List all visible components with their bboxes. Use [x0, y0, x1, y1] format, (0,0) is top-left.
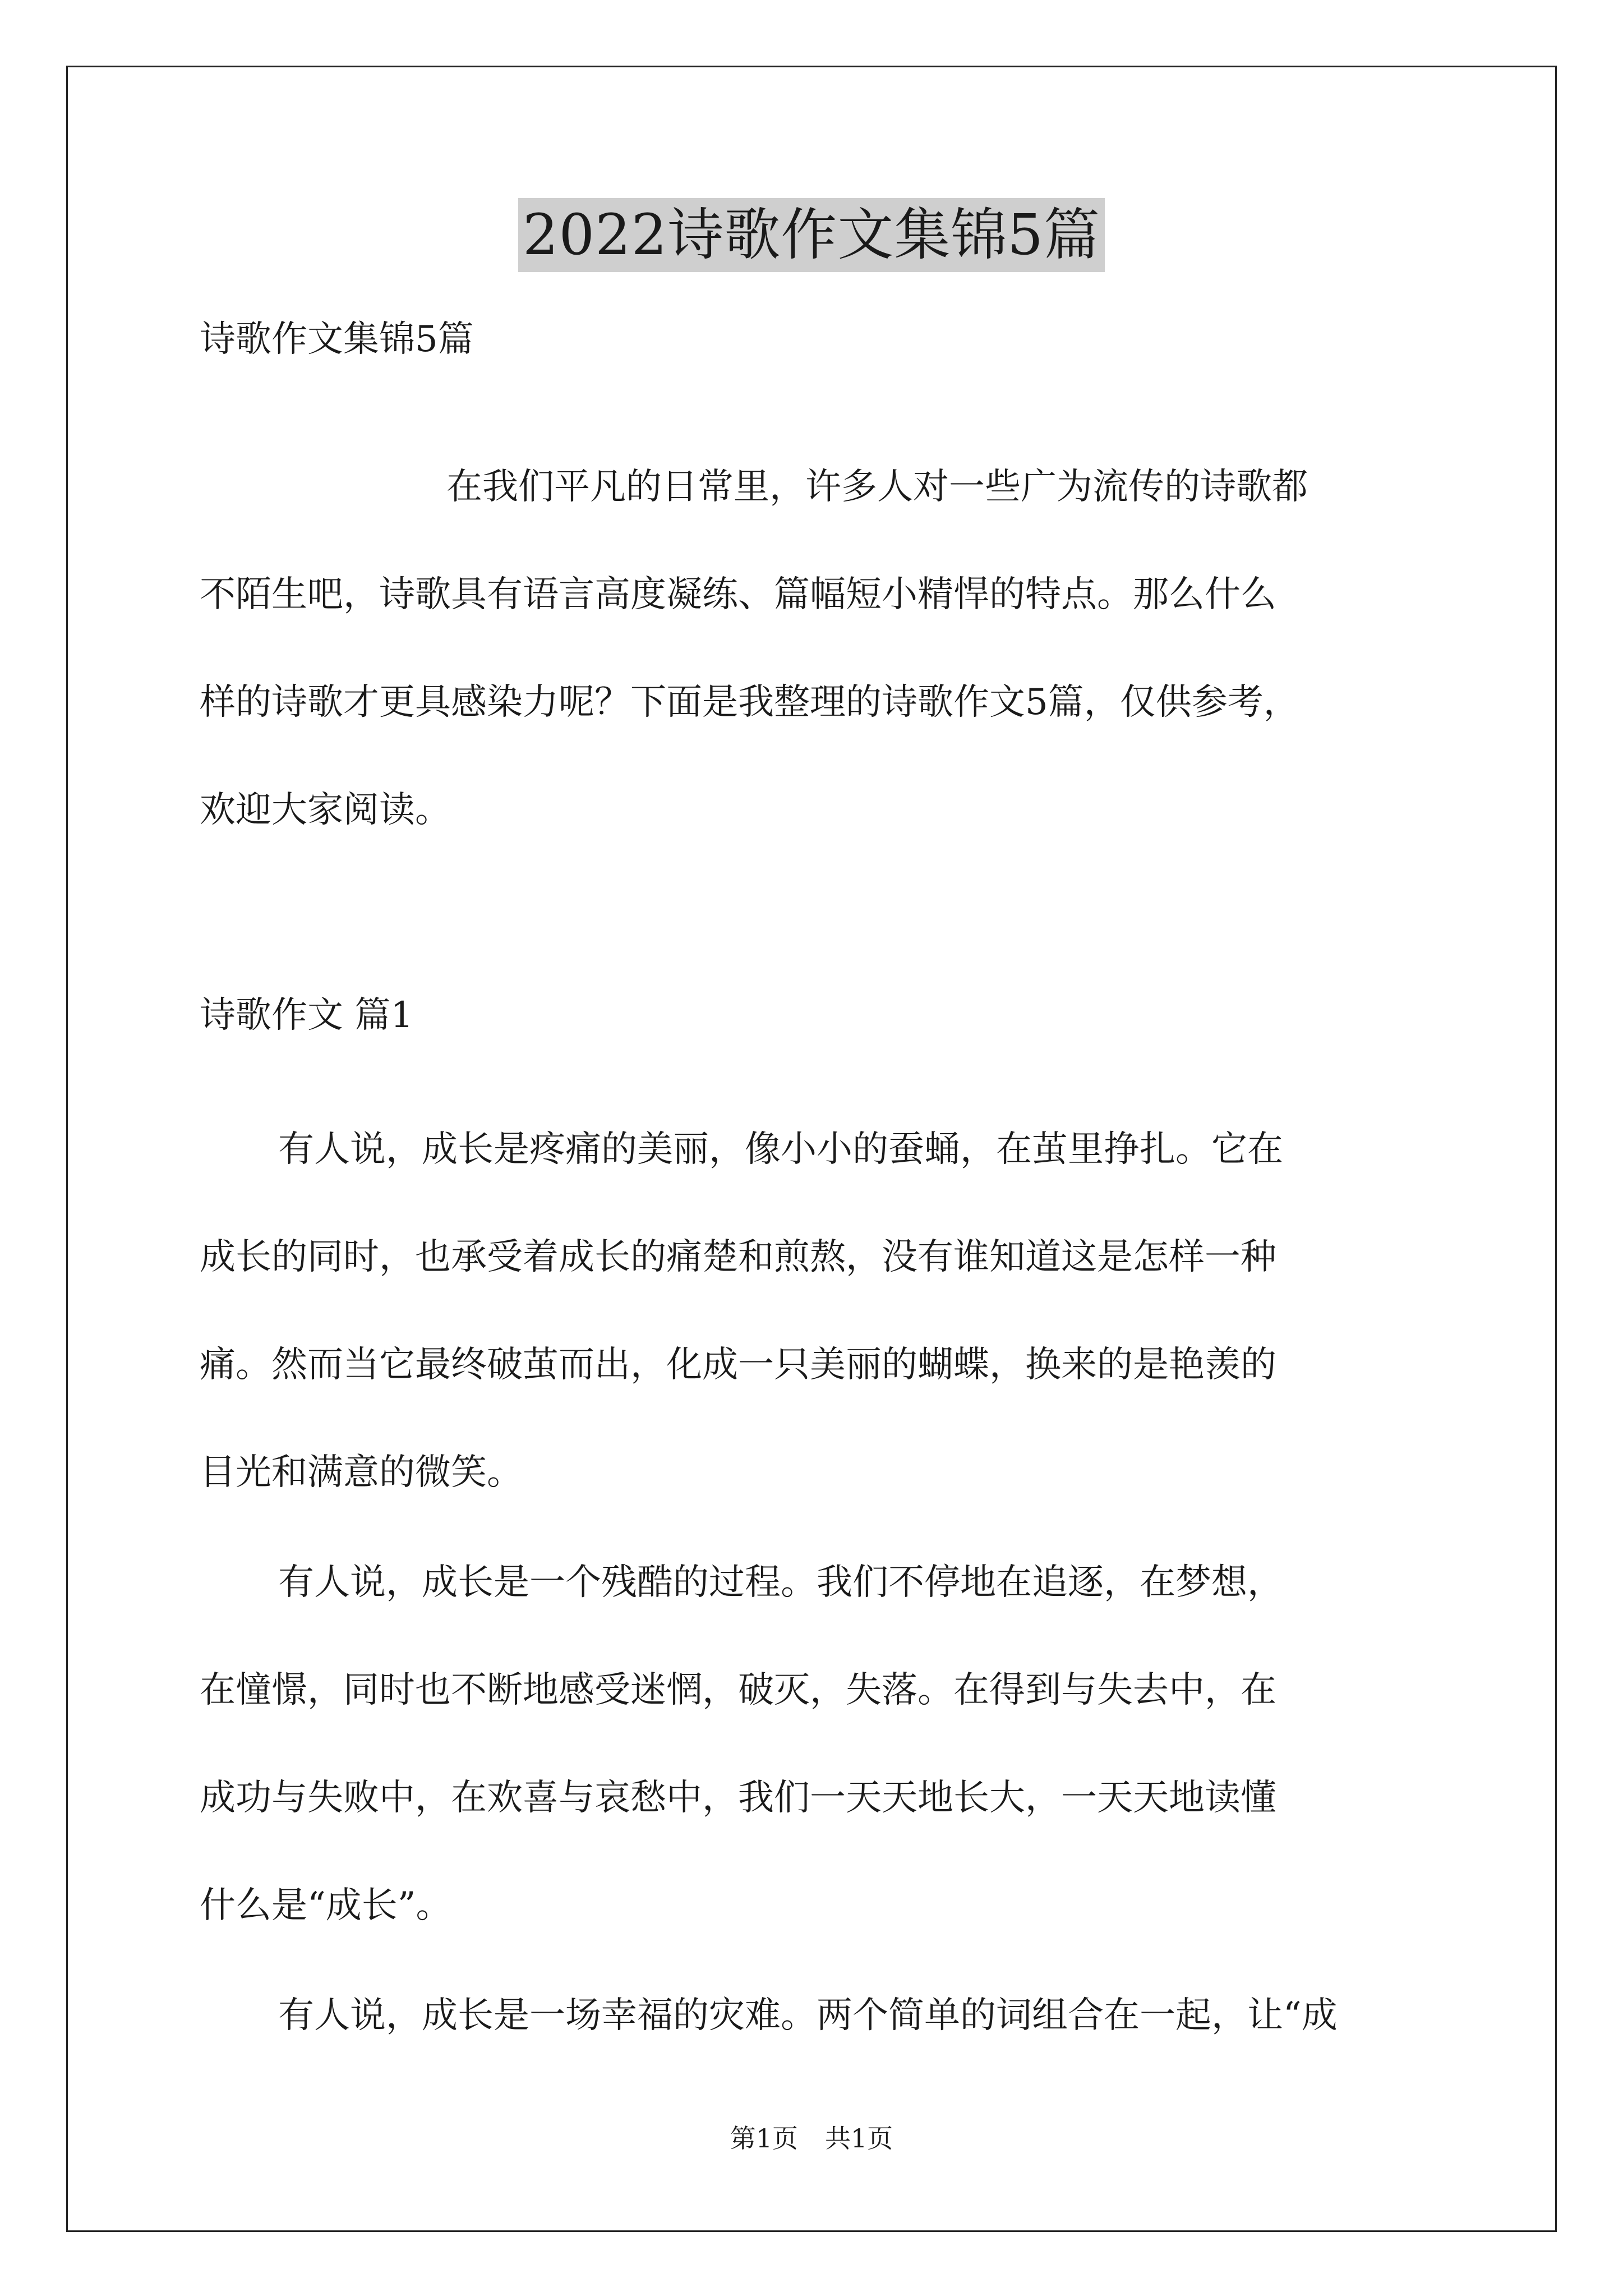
- paragraph-1: [200, 1096, 1447, 1526]
- page-number: 第1页: [730, 2123, 798, 2154]
- paragraph-line: 什么是“成长”。: [200, 1885, 452, 1926]
- paragraph-line: 有人说，成长是一场幸福的灾难。两个简单的词组合在一起，让“成: [278, 1995, 1338, 2036]
- intro-paragraph: [200, 433, 1447, 864]
- paragraph-line: 成功与失败中，在欢喜与哀愁中，我们一天天地长大，一天天地读懂: [200, 1777, 1276, 1819]
- title-container: [0, 198, 1623, 272]
- paragraph-line: 有人说，成长是疼痛的美丽，像小小的蚕蛹，在茧里挣扎。它在: [278, 1129, 1283, 1170]
- intro-line: 在我们平凡的日常里，许多人对一些广为流传的诗歌都: [446, 466, 1308, 508]
- paragraph-line: 成长的同时，也承受着成长的痛楚和煎熬，没有谁知道这是怎样一种: [200, 1236, 1276, 1278]
- paragraph-line: 有人说，成长是一个残酷的过程。我们不停地在追逐，在梦想，: [278, 1562, 1283, 1603]
- intro-line: 不陌生吧，诗歌具有语言高度凝练、篇幅短小精悍的特点。那么什么: [200, 574, 1276, 615]
- page-footer: [0, 2122, 1623, 2155]
- document-title: 2022诗歌作文集锦5篇: [518, 198, 1105, 272]
- paragraph-3: [200, 1962, 1447, 2069]
- paragraph-line: 在憧憬，同时也不断地感受迷惘，破灭，失落。在得到与失去中，在: [200, 1669, 1276, 1711]
- section-heading: 诗歌作文 篇1: [200, 995, 414, 1036]
- intro-line: 样的诗歌才更具感染力呢？下面是我整理的诗歌作文5篇，仅供参考，: [200, 682, 1299, 723]
- intro-line: 欢迎大家阅读。: [200, 789, 451, 831]
- page-total: 共1页: [825, 2123, 893, 2154]
- paragraph-2: [200, 1529, 1447, 1959]
- paragraph-line: 目光和满意的微笑。: [200, 1452, 523, 1493]
- document-subtitle: 诗歌作文集锦5篇: [200, 319, 474, 360]
- paragraph-line: 痛。然而当它最终破茧而出，化成一只美丽的蝴蝶，换来的是艳羡的: [200, 1344, 1276, 1386]
